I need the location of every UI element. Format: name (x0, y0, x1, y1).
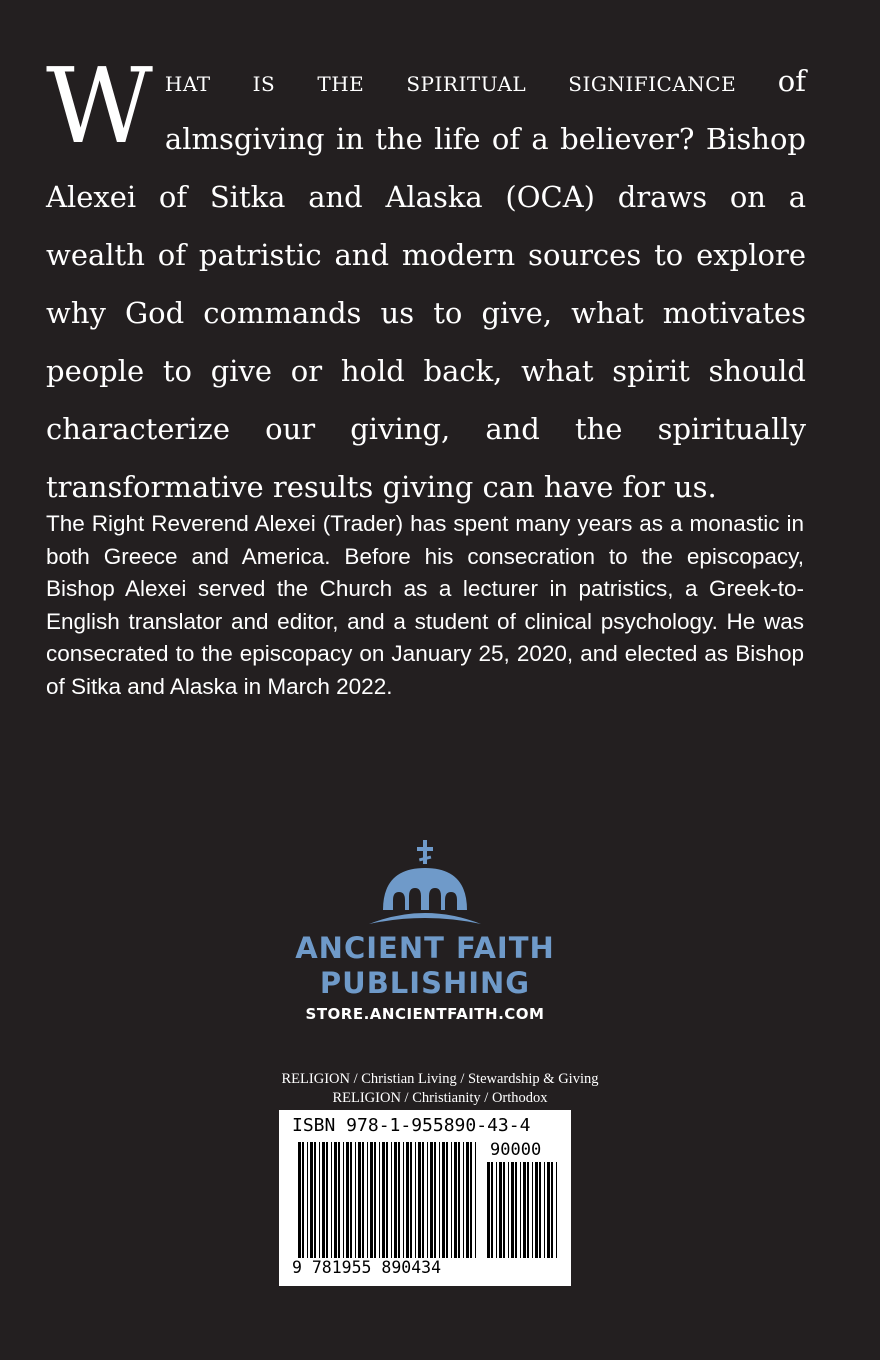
barcode-bar (539, 1162, 541, 1258)
addon-barcode-bars (487, 1162, 557, 1258)
barcode-bar (394, 1142, 397, 1258)
barcode-bar (338, 1142, 340, 1258)
barcode-bar (334, 1142, 337, 1258)
barcode-bar (523, 1162, 526, 1258)
barcode-bar (430, 1142, 433, 1258)
barcode-bar (487, 1162, 490, 1258)
church-dome-icon (365, 838, 485, 930)
barcode-bar (362, 1142, 364, 1258)
barcode-bar (532, 1162, 533, 1258)
book-description (46, 45, 806, 516)
barcode-bar (466, 1142, 469, 1258)
barcode-bar (422, 1142, 424, 1258)
barcode-bar (319, 1142, 320, 1258)
description-body: of almsgiving in the life of a believer? Bishop Alexei of Sitka and Alaska (OCA) draws on a wealth of patristic and modern sources to explore why God commands us to give, what motivates people to give or hold back, what spirit should characterize our giving, and the spiritually transformative results giving can have for us. (46, 64, 806, 504)
barcode-bar (434, 1142, 436, 1258)
barcode-bar (496, 1162, 497, 1258)
barcode-bar (310, 1142, 313, 1258)
barcode-bar (418, 1142, 421, 1258)
isbn-label: ISBN 978-1-955890-43-4 (292, 1115, 531, 1136)
barcode-bar (382, 1142, 385, 1258)
barcode-bar (458, 1142, 460, 1258)
drop-cap: W (46, 45, 153, 167)
description-lead: hat is the spiritual significance (164, 64, 737, 98)
barcode-bar (442, 1142, 445, 1258)
isbn-barcode (279, 1110, 571, 1286)
barcode-bar (367, 1142, 368, 1258)
barcode-bar (503, 1162, 505, 1258)
publisher-logo (270, 838, 580, 1028)
barcode-bar (427, 1142, 428, 1258)
barcode-bar (374, 1142, 376, 1258)
barcode-bar (415, 1142, 416, 1258)
barcode-bar (491, 1162, 493, 1258)
barcode-bar (511, 1162, 514, 1258)
barcode-bar (520, 1162, 521, 1258)
barcode-bar (527, 1162, 529, 1258)
publisher-name-line2: PUBLISHING (319, 966, 531, 1000)
category-line: RELIGION / Christianity / Orthodox (332, 1090, 548, 1106)
barcode-bar (314, 1142, 316, 1258)
bisac-categories (200, 1070, 680, 1108)
ean-barcode-bars (298, 1142, 480, 1258)
barcode-bar (463, 1142, 464, 1258)
barcode-bar (302, 1142, 304, 1258)
barcode-bar (556, 1162, 557, 1258)
barcode-bar (298, 1142, 301, 1258)
barcode-bar (508, 1162, 509, 1258)
barcode-bar (446, 1142, 448, 1258)
barcode-bar (475, 1142, 476, 1258)
barcode-bar (346, 1142, 349, 1258)
barcode-bar (451, 1142, 452, 1258)
publisher-url: STORE.ANCIENTFAITH.COM (305, 1005, 545, 1023)
barcode-bar (350, 1142, 352, 1258)
barcode-bar (551, 1162, 553, 1258)
publisher-name-line1: ANCIENT FAITH (295, 931, 555, 965)
author-bio: The Right Reverend Alexei (Trader) has spent many years as a monastic in both Greece and America. Before his consecration to the episcopacy, Bishop Alexei served the Church as a lecturer in patristics, a Greek-to-English translator and editor, and a student of clinical psychology. He was consecrated to the episcopacy on January 25, 2020, and elected as Bishop of Sitka and Alaska in March 2022. (46, 511, 804, 699)
barcode-bar (499, 1162, 502, 1258)
barcode-bar (403, 1142, 404, 1258)
barcode-bar (307, 1142, 308, 1258)
barcode-bar (454, 1142, 457, 1258)
barcode-bar (379, 1142, 380, 1258)
barcode-bar (326, 1142, 328, 1258)
barcode-bar (398, 1142, 400, 1258)
ean-digits: 9 781955 890434 (292, 1258, 442, 1277)
barcode-bar (355, 1142, 356, 1258)
barcode-bar (410, 1142, 412, 1258)
barcode-bar (391, 1142, 392, 1258)
barcode-bar (322, 1142, 325, 1258)
barcode-bar (343, 1142, 344, 1258)
barcode-bar (535, 1162, 538, 1258)
barcode-bar (406, 1142, 409, 1258)
barcode-bar (370, 1142, 373, 1258)
barcode-bar (470, 1142, 472, 1258)
barcode-bar (544, 1162, 545, 1258)
barcode-bar (547, 1162, 550, 1258)
category-line: RELIGION / Christian Living / Stewardship & Giving (281, 1071, 599, 1087)
barcode-bar (439, 1142, 440, 1258)
barcode-bar (515, 1162, 517, 1258)
barcode-bar (358, 1142, 361, 1258)
barcode-bar (331, 1142, 332, 1258)
price-code: 90000 (490, 1140, 542, 1160)
barcode-bar (386, 1142, 388, 1258)
